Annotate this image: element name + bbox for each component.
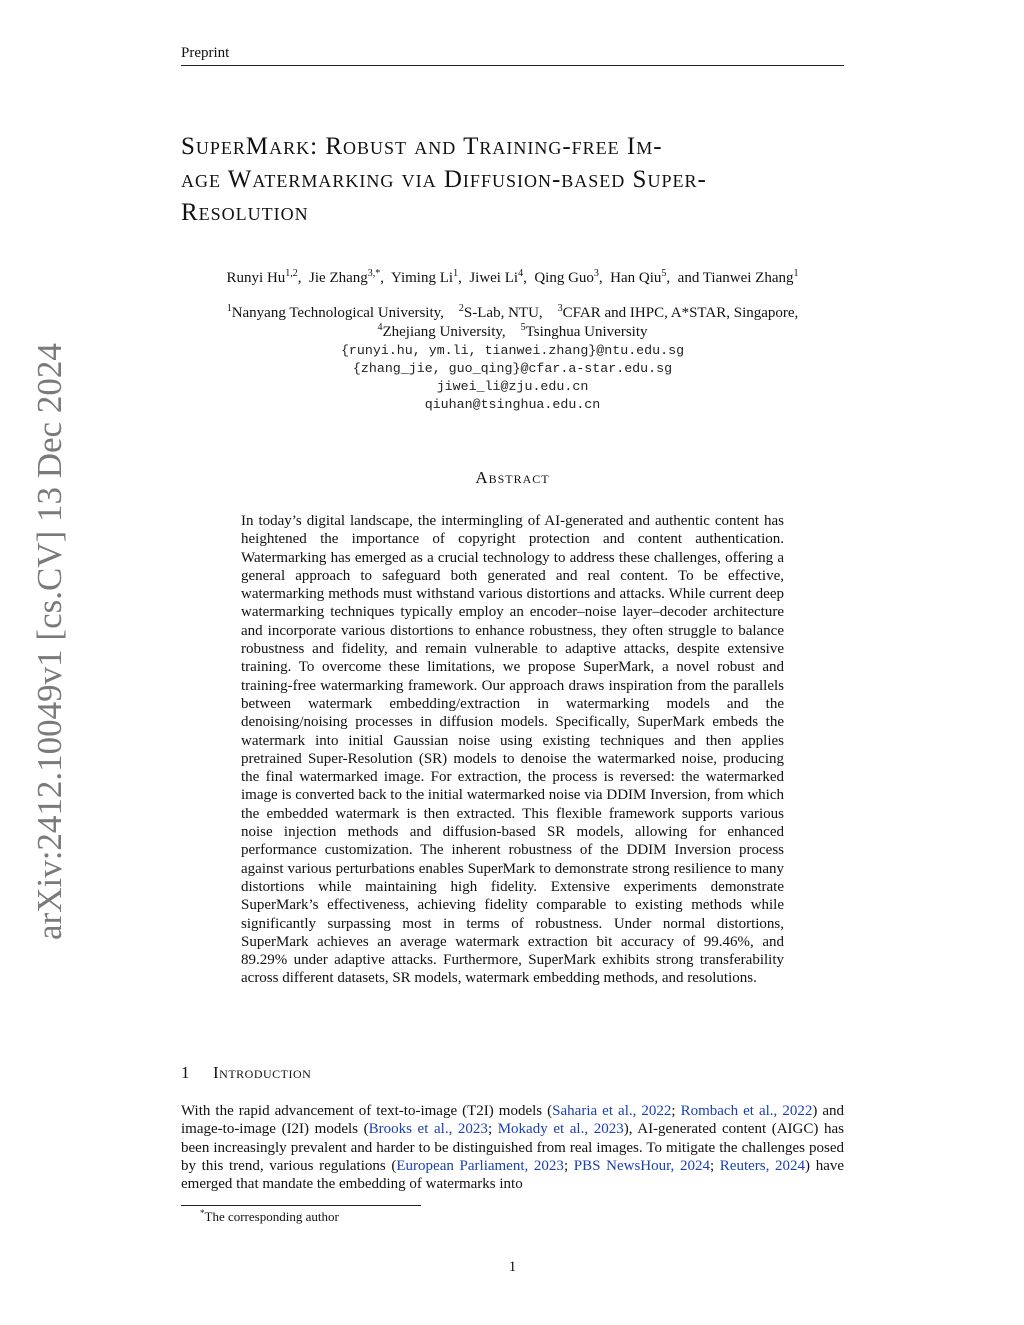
- author-name: Runyi Hu: [226, 270, 286, 286]
- author-affil-sup: 5: [661, 268, 667, 279]
- author-affil-sup: 1,2: [285, 268, 298, 279]
- affiliation-line-1: [181, 304, 844, 323]
- section-heading-introduction: [181, 1063, 311, 1083]
- affiliation: CFAR and IHPC, A*STAR, Singapore,: [562, 305, 799, 321]
- affil-sup: 2: [458, 303, 464, 314]
- author-affil-sup: 3,*: [367, 268, 381, 279]
- author-emails: [181, 342, 844, 414]
- email-line: jiwei_li@zju.edu.cn: [436, 379, 589, 394]
- title-line-2: age Watermarking via Diffusion-based Super-: [181, 166, 707, 193]
- citation-link[interactable]: Saharia et al., 2022: [552, 1103, 672, 1119]
- affiliations: [181, 304, 844, 342]
- author-affil-sup: 3: [593, 268, 599, 279]
- intro-text: ) have emerged that mandate the embedding of watermarks into: [181, 1157, 845, 1193]
- author-name: and Tianwei Zhang: [677, 270, 794, 286]
- section-title: Introduction: [213, 1063, 312, 1082]
- intro-text: ;: [563, 1157, 574, 1174]
- author-affil-sup: 1: [453, 268, 459, 279]
- section-number: 1: [181, 1063, 190, 1082]
- title-line-1: SuperMark: Robust and Training-free Im-: [181, 133, 663, 160]
- abstract-heading: Abstract: [475, 468, 550, 487]
- affil-sup: 1: [226, 303, 232, 314]
- footnote-mark: *: [200, 1208, 205, 1218]
- citation-link[interactable]: Brooks et al., 2023: [368, 1121, 488, 1138]
- citation-link[interactable]: Reuters, 2024: [719, 1157, 806, 1174]
- affil-sup: 5: [520, 322, 526, 333]
- author-affil-sup: 4: [518, 268, 524, 279]
- affiliation: Zhejiang University,: [382, 324, 506, 340]
- citation-link[interactable]: PBS NewsHour, 2024: [573, 1157, 710, 1174]
- page-number: 1: [508, 1259, 517, 1275]
- footnote-text: The corresponding author: [204, 1209, 339, 1224]
- abstract-body: In today’s digital landscape, the intermingling of AI-generated and authentic content has heightened the importance of copyright protection and content authentication. Watermarking has emerged as a crucial technology to address these challenges, offering a general approach to safeguard both generated and real content. To be effective, watermarking methods must withstand various distortions and attacks. While current deep watermarking techniques typically employ an encoder–noise layer–decoder architecture and incorporate various distortions to enhance robustness, they often struggle to balance robustness and fidelity, and remain vulnerable to adaptive attacks, despite extensive training. To overcome these limitations, we propose SuperMark, a novel robust and training-free watermarking framework. Our approach draws inspiration from the parallels between watermark embedding/extraction in watermarking models and the denoising/noising processes in diffusion models. Specifically, SuperMark embeds the watermark into initial Gaussian noise using existing techniques and then applies pretrained Super-Resolution (SR) models to denoise the watermarked noise, producing the final watermarked image. For extraction, the process is reversed: the watermarked image is converted back to the initial watermarked noise via DDIM Inversion, from which the embedded watermark is then extracted. This flexible framework supports various noise injection methods and diffusion-based SR models, allowing for enhanced performance customization. The inherent robustness of the DDIM Inversion process against various perturbations enables SuperMark to demonstrate strong resilience to many distortions while maintaining high fidelity. Extensive experiments demonstrate SuperMark’s effectiveness, achieving fidelity comparable to existing methods while significantly surpassing most in terms of robustness. Under normal distortions, SuperMark achieves an average watermark extraction bit accuracy of 99.46%, and 89.29% under adaptive attacks. Furthermore, SuperMark exhibits strong transferability across different datasets, SR models, watermark embedding methods, and resolutions.: [241, 513, 784, 987]
- affil-sup: 3: [557, 303, 563, 314]
- title-line-3: Resolution: [181, 199, 309, 226]
- author-name: Jiwei Li: [469, 270, 519, 286]
- affiliation: Tsinghua University: [525, 324, 648, 340]
- arxiv-identifier-stamp: arXiv:2412.10049v1 [cs.CV] 13 Dec 2024: [30, 343, 69, 940]
- affiliation: Nanyang Technological University,: [231, 305, 444, 321]
- email-line: {runyi.hu, ym.li, tianwei.zhang}@ntu.edu.sg: [340, 343, 685, 358]
- intro-text: ) and image-to-image (I2I) models (: [181, 1103, 845, 1138]
- author-list: Runyi Hu$^{1,2}$, Jie Zhang$^{3,*}$, Yiming Li$^1$, Jiwei Li$^4$, Qing Guo$^3$, Han Qiu$^5$, and Tianwei Zhang$^1$: [226, 268, 799, 286]
- email-line: {zhang_jie, guo_qing}@cfar.a-star.edu.sg: [352, 361, 673, 376]
- introduction-paragraph: [181, 1102, 844, 1193]
- email-line: qiuhan@tsinghua.edu.cn: [424, 397, 601, 412]
- citation-link[interactable]: Rombach et al., 2022: [680, 1103, 813, 1119]
- citation-link[interactable]: Mokady et al., 2023: [497, 1121, 624, 1138]
- affiliation-line-2: [181, 323, 844, 342]
- intro-text: ), AI-generated content (AIGC) has been increasingly prevalent and harder to be distinguished from real images. To mitigate the challenges posed by this trend, various regulations (: [181, 1121, 844, 1174]
- citation-link[interactable]: European Parliament, 2023: [396, 1157, 564, 1174]
- author-name: Yiming Li: [390, 270, 454, 286]
- intro-text: ;: [487, 1121, 498, 1138]
- intro-text: ;: [671, 1103, 681, 1119]
- intro-text: With the rapid advancement of text-to-image (T2I) models (: [181, 1103, 553, 1119]
- intro-text: ;: [709, 1157, 720, 1174]
- author-name: Han Qiu: [610, 270, 662, 286]
- paper-title: [181, 130, 844, 229]
- affil-sup: 4: [377, 322, 383, 333]
- footnote-rule: [181, 1205, 421, 1206]
- footnote: [200, 1209, 339, 1225]
- affiliation: S-Lab, NTU,: [463, 305, 543, 321]
- author-name: Jie Zhang: [309, 270, 368, 286]
- header-rule: [181, 65, 844, 66]
- author-affil-sup: 1: [793, 268, 799, 279]
- running-header: Preprint: [181, 45, 230, 61]
- author-name: Qing Guo: [534, 270, 594, 286]
